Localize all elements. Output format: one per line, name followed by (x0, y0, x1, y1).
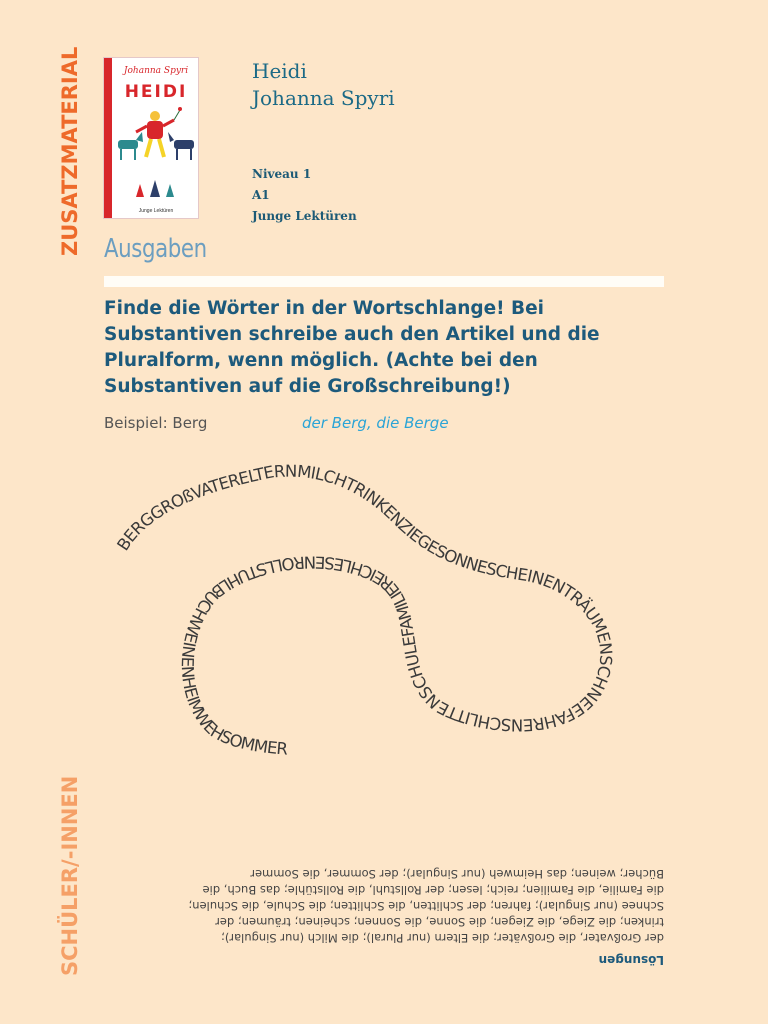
cover-author: Johanna Spyri (123, 66, 189, 76)
word-snake-letters: BERGGROßVATERELTERNMILCHTRINKENZIEGESONNESCHEINENTRÄUMENSCHNEEFAHRENSCHLITTENSCHULEFAMILIEREICHLESENROLLSTUHLBUCHWEINENHEIMWEHSOMMER (113, 461, 616, 759)
example-label: Beispiel: Berg (104, 414, 208, 432)
book-author: Johanna Spyri (252, 86, 395, 110)
side-label-schueler: SCHÜLER/-INNEN (58, 775, 82, 976)
book-title: Heidi (252, 59, 307, 83)
section-title: Ausgaben (104, 234, 207, 264)
solution-line: der Großvater, die Großväter; die Eltern (nur Plural); die Milch (nur Singular); (220, 931, 664, 945)
solutions-block (104, 866, 664, 968)
solutions-title: Lösungen (598, 953, 664, 967)
task-instruction: Finde die Wörter in der Wortschlange! Bei Substantiven schreibe auch den Artikel und die Pluralform, wenn möglich. (Achte bei den Substantiven auf die Großschreibung!) (104, 298, 600, 397)
book-series: Junge Lektüren (252, 209, 357, 223)
word-snake-text (113, 462, 615, 759)
book-cefr: A1 (252, 188, 270, 202)
solution-line: trinken; die Ziege, die Ziegen; die Sonne, die Sonnen; scheinen; träumen; der (215, 915, 664, 929)
solution-line: die Familie, die Familien; reich; lesen; der Rollstuhl, die Rollstühle; das Buch, die (202, 883, 664, 897)
side-label-zusatzmaterial: ZUSATZMATERIAL (58, 46, 82, 256)
solution-line: Schnee (nur Singular); fahren; der Schlitten, die Schlitten; die Schule, die Schulen; (188, 899, 664, 913)
book-level: Niveau 1 (252, 167, 312, 181)
cover-title: HEIDI (124, 82, 188, 102)
example-answer: der Berg, die Berge (302, 414, 449, 432)
solution-line: Bücher; weinen; das Heimweh (nur Singular); der Sommer, die Sommer (250, 867, 664, 881)
cover-imprint: Junge Lektüren (138, 208, 174, 214)
